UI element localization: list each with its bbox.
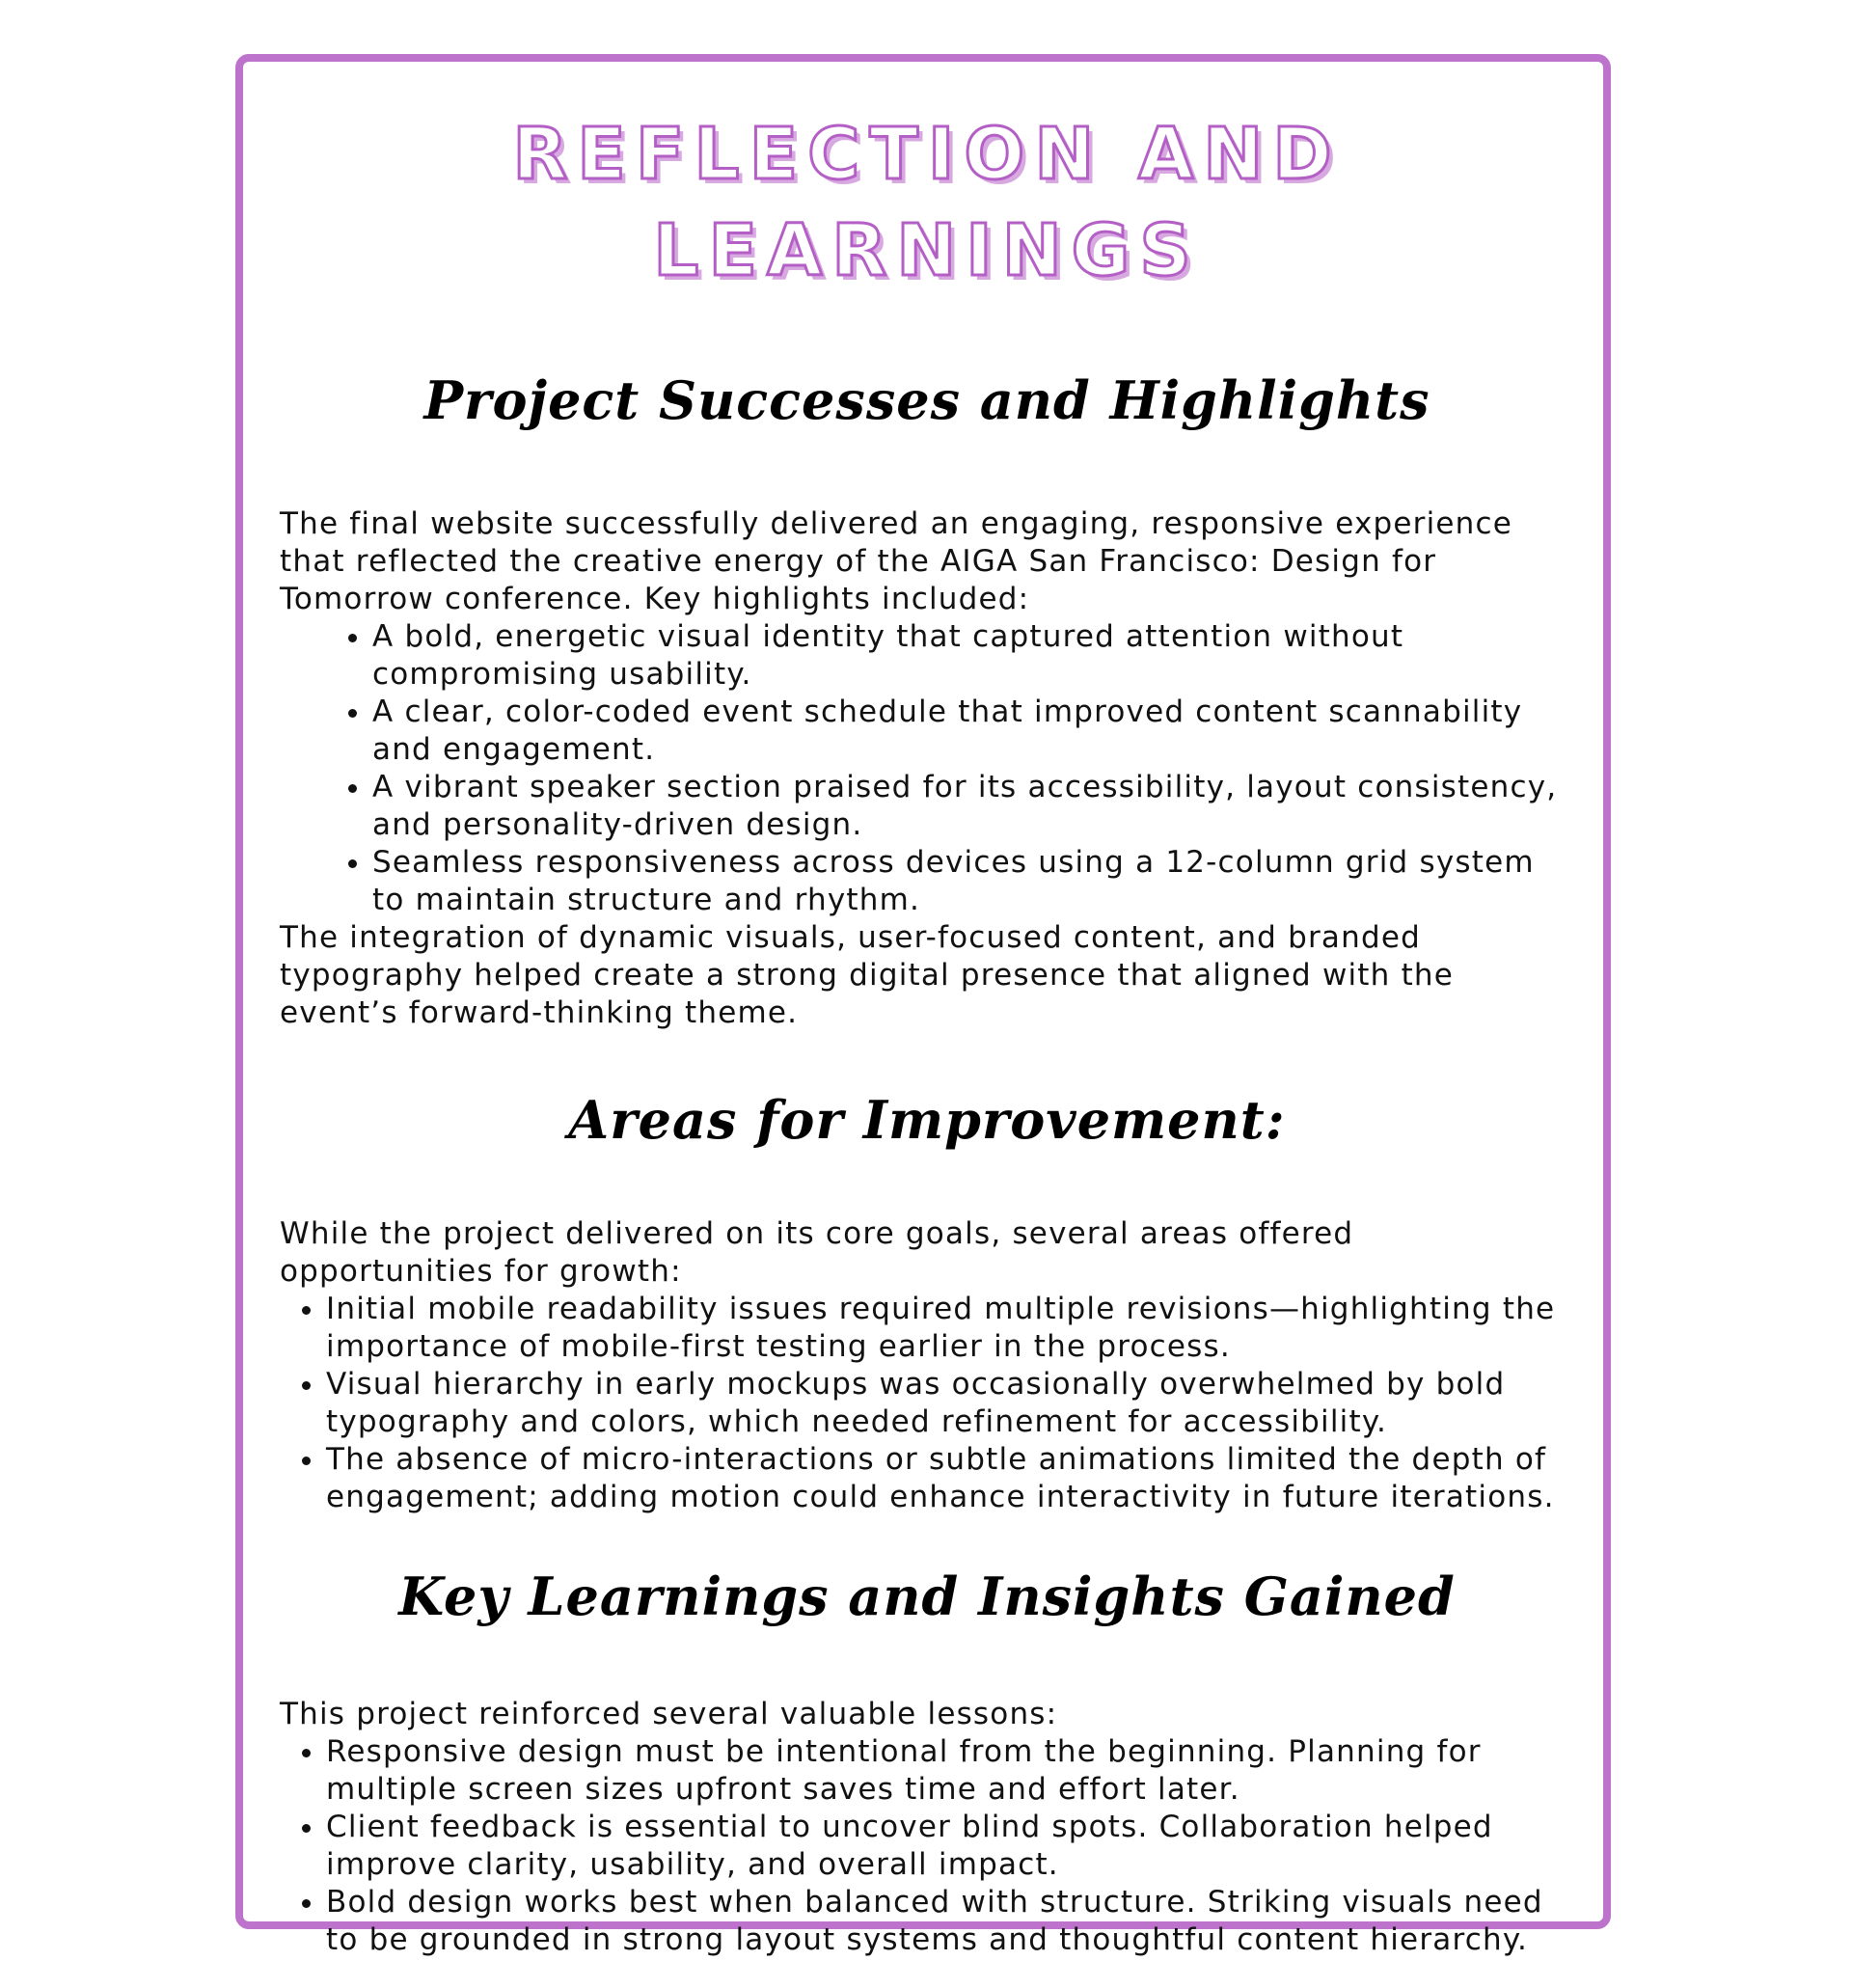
learnings-list — [280, 1733, 1574, 1959]
list-item: • A vibrant speaker section praised for its accessibility, layout consistency, and personality-driven design. — [372, 769, 1574, 844]
section-heading-improvement: Areas for Improvement: — [568, 1089, 1286, 1151]
improvement-intro: While the project delivered on its core goals, several areas offered opportunities for growth: — [280, 1216, 1354, 1289]
successes-outro: The integration of dynamic visuals, user-focused content, and branded typography helped create a strong digital presence that aligned with the event’s forward-thinking theme. — [280, 920, 1455, 1030]
section-heading-successes: Project Successes and Highlights — [423, 369, 1430, 431]
content-card — [235, 54, 1611, 1957]
improvement-list — [280, 1291, 1574, 1516]
list-item: • Visual hierarchy in early mockups was occasionally overwhelmed by bold typography and colors, which needed refinement for accessibility. — [326, 1366, 1574, 1441]
successes-intro: The final website successfully delivered an engaging, responsive experience that reflected the creative energy of the AIGA San Francisco: Design for Tomorrow conference. Key highlights included: — [280, 506, 1513, 616]
list-item: • The absence of micro-interactions or subtle animations limited the depth of engagement; adding motion could enhance interactivity in future iterations. — [326, 1441, 1574, 1516]
list-item: • Initial mobile readability issues required multiple revisions—highlighting the importance of mobile-first testing earlier in the process. — [326, 1291, 1574, 1366]
list-item: • A clear, color-coded event schedule that improved content scannability and engagement. — [372, 694, 1574, 769]
list-item: • Responsive design must be intentional from the beginning. Planning for multiple screen sizes upfront saves time and effort later. — [326, 1733, 1574, 1809]
list-item: • A bold, energetic visual identity that captured attention without compromising usability. — [372, 618, 1574, 694]
list-item: • Client feedback is essential to uncover blind spots. Collaboration helped improve clarity, usability, and overall impact. — [326, 1809, 1574, 1884]
successes-list — [280, 618, 1574, 919]
section-heading-learnings: Key Learnings and Insights Gained — [398, 1566, 1456, 1627]
list-item: • Seamless responsiveness across devices using a 12-column grid system to maintain structure and rhythm. — [372, 844, 1574, 919]
list-item: • Bold design works best when balanced with structure. Striking visuals need to be grounded in strong layout systems and thoughtful content hierarchy. — [326, 1884, 1574, 1959]
page-title: REFLECTION AND LEARNINGS — [512, 113, 1342, 292]
learnings-intro: This project reinforced several valuable lessons: — [280, 1697, 1058, 1731]
card-content — [280, 106, 1574, 1959]
